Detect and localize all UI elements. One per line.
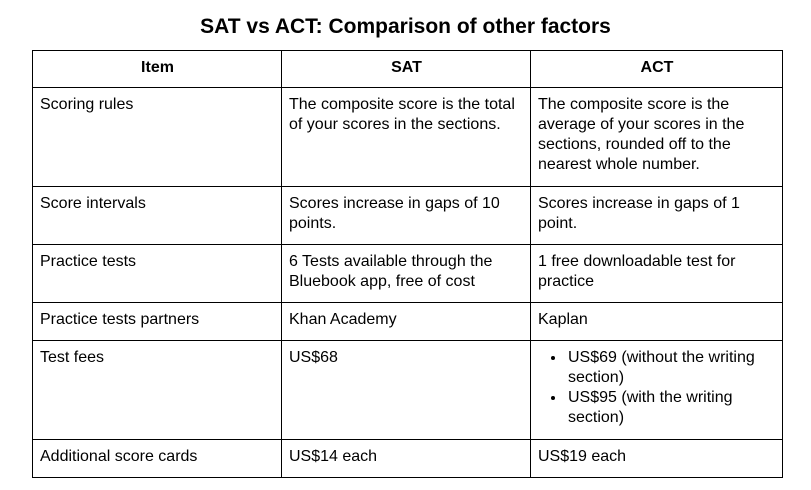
table-row — [33, 303, 783, 341]
column-header-item: Item — [33, 51, 282, 88]
row-item-cell: Score intervals — [33, 187, 282, 245]
comparison-table — [32, 50, 783, 478]
table-row — [33, 245, 783, 303]
act-cell: US$19 each — [531, 440, 783, 478]
column-header-act: ACT — [531, 51, 783, 88]
row-item-cell: Additional score cards — [33, 440, 282, 478]
act-fees-list — [538, 348, 776, 428]
sat-cell: Scores increase in gaps of 10 points. — [282, 187, 531, 245]
row-item-cell: Scoring rules — [33, 88, 282, 187]
list-item: • US$69 (without the writing section) — [566, 348, 776, 388]
act-cell: 1 free downloadable test for practice — [531, 245, 783, 303]
sat-cell: The composite score is the total of your scores in the sections. — [282, 88, 531, 187]
sat-cell: US$68 — [282, 341, 531, 440]
sat-cell: Khan Academy — [282, 303, 531, 341]
table-row — [33, 440, 783, 478]
act-cell: The composite score is the average of your scores in the sections, rounded off to the nearest whole number. — [531, 88, 783, 187]
list-item: • US$95 (with the writing section) — [566, 388, 776, 428]
sat-cell: US$14 each — [282, 440, 531, 478]
row-item-cell: Practice tests partners — [33, 303, 282, 341]
table-row — [33, 187, 783, 245]
row-item-cell: Test fees — [33, 341, 282, 440]
act-cell — [531, 341, 783, 440]
sat-cell: 6 Tests available through the Bluebook app, free of cost — [282, 245, 531, 303]
table-row — [33, 88, 783, 187]
act-cell: Scores increase in gaps of 1 point. — [531, 187, 783, 245]
row-item-cell: Practice tests — [33, 245, 282, 303]
page-title: SAT vs ACT: Comparison of other factors — [200, 15, 611, 38]
act-cell: Kaplan — [531, 303, 783, 341]
column-header-sat: SAT — [282, 51, 531, 88]
table-row — [33, 341, 783, 440]
table-header-row — [33, 51, 783, 88]
